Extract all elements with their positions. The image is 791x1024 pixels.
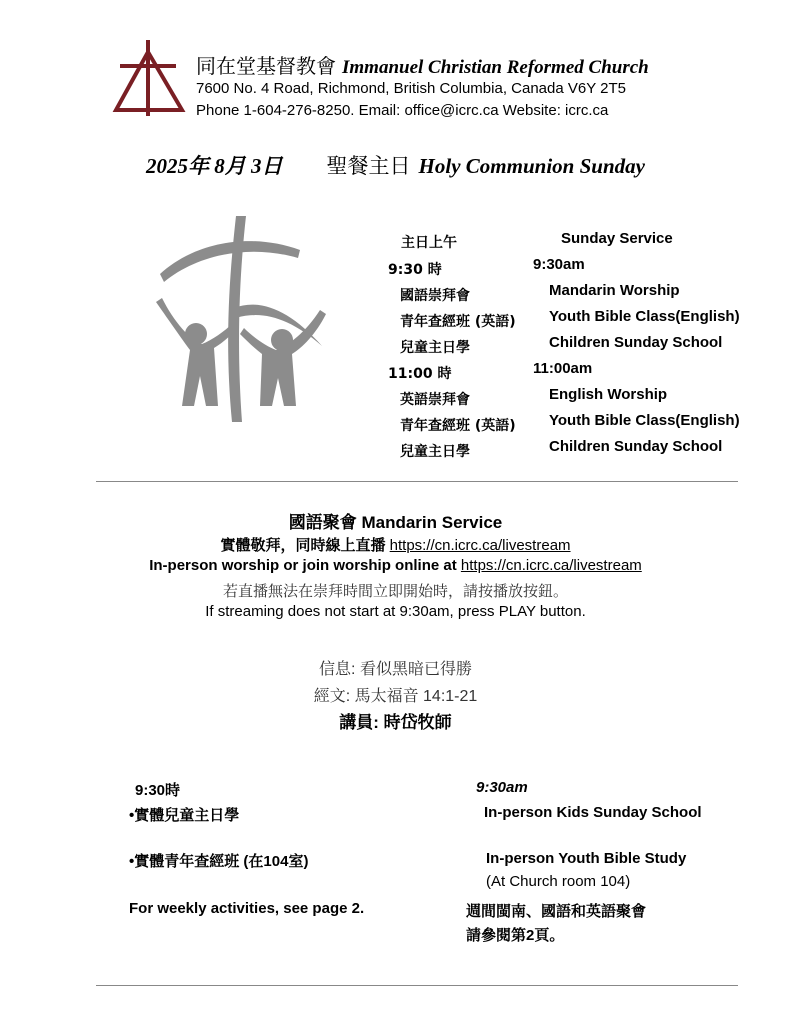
- weekly-activities-note: For weekly activities, see page 2.: [129, 900, 365, 917]
- sunday-title-en: Holy Communion Sunday: [418, 154, 645, 178]
- sunday-title-cn: 聖餐主日: [326, 154, 411, 178]
- activity-left-time: 9:30時: [135, 782, 181, 799]
- livestream-link-cn[interactable]: https://cn.icrc.ca/livestream: [389, 537, 571, 554]
- schedule-cn-7: 青年查經班 (英語): [400, 418, 516, 434]
- schedule-en-0: Sunday Service: [561, 230, 673, 247]
- livestream-text-cn: 實體敬拜，同時線上直播: [220, 537, 390, 554]
- schedule-en-6: English Worship: [549, 386, 668, 403]
- schedule-cn-1: 9:30 時: [388, 262, 442, 278]
- weekly-meetings-page-ref: 請參閱第2頁。: [466, 927, 565, 944]
- cross-triangle-logo-icon: [112, 40, 188, 116]
- activity-right-item-2: In-person Youth Bible Study: [486, 850, 687, 867]
- schedule-cn-3: 青年查經班 (英語): [400, 314, 516, 330]
- activity-right-item-1: In-person Kids Sunday School: [484, 804, 702, 821]
- activity-right-time: 9:30am: [476, 779, 528, 796]
- stream-note-en: If streaming does not start at 9:30am, press PLAY button.: [205, 603, 586, 620]
- livestream-line-en: [0, 557, 791, 574]
- schedule-en-2: Mandarin Worship: [549, 282, 680, 299]
- schedule-en-1: 9:30am: [533, 256, 585, 273]
- livestream-line-cn: [0, 534, 791, 555]
- church-name-cn: 同在堂基督教會: [196, 54, 336, 78]
- schedule-cn-2: 國語崇拜會: [400, 288, 470, 304]
- activity-right-item-2-sub: (At Church room 104): [486, 873, 631, 890]
- schedule-cn-0: 主日上午: [401, 235, 457, 251]
- service-date: 2025年 8月 3日: [146, 154, 283, 178]
- schedule-en-7: Youth Bible Class(English): [549, 412, 740, 429]
- livestream-link-en[interactable]: https://cn.icrc.ca/livestream: [460, 557, 642, 574]
- sermon-message: 信息: 看似黑暗已得勝: [319, 661, 472, 678]
- church-name-en: Immanuel Christian Reformed Church: [342, 57, 649, 78]
- schedule-cn-6: 英語崇拜會: [400, 392, 470, 408]
- divider-top: [96, 481, 738, 482]
- activity-left-item-2: •實體青年查經班 (在104室): [129, 853, 309, 870]
- mandarin-service-title: 國語聚會 Mandarin Service: [288, 513, 503, 532]
- schedule-en-5: 11:00am: [533, 360, 593, 377]
- livestream-text-en: In-person worship or join worship online at: [149, 557, 461, 574]
- activity-left-item-1: •實體兒童主日學: [129, 807, 240, 824]
- schedule-cn-4: 兒童主日學: [400, 340, 470, 356]
- divider-bottom: [96, 985, 738, 986]
- schedule-en-4: Children Sunday School: [549, 334, 723, 351]
- schedule-en-3: Youth Bible Class(English): [549, 308, 740, 325]
- sermon-scripture: 經文: 馬太福音 14:1-21: [313, 688, 478, 705]
- stream-note-cn: 若直播無法在崇拜時間立即開始時，請按播放按鈕。: [222, 583, 568, 600]
- schedule-cn-5: 11:00 時: [388, 366, 452, 382]
- church-name: [196, 50, 649, 79]
- schedule-en-8: Children Sunday School: [549, 438, 723, 455]
- cross-with-people-icon: [150, 210, 340, 425]
- schedule-cn-8: 兒童主日學: [400, 444, 470, 460]
- weekly-meetings-note-cn: 週間閩南、國語和英語聚會: [466, 903, 647, 920]
- date-line: [0, 150, 791, 180]
- church-address: 7600 No. 4 Road, Richmond, British Columbia, Canada V6Y 2T5: [196, 80, 626, 97]
- sermon-speaker: 講員: 時岱牧師: [339, 713, 452, 732]
- church-contact: Phone 1-604-276-8250. Email: office@icrc.ca Website: icrc.ca: [196, 102, 609, 119]
